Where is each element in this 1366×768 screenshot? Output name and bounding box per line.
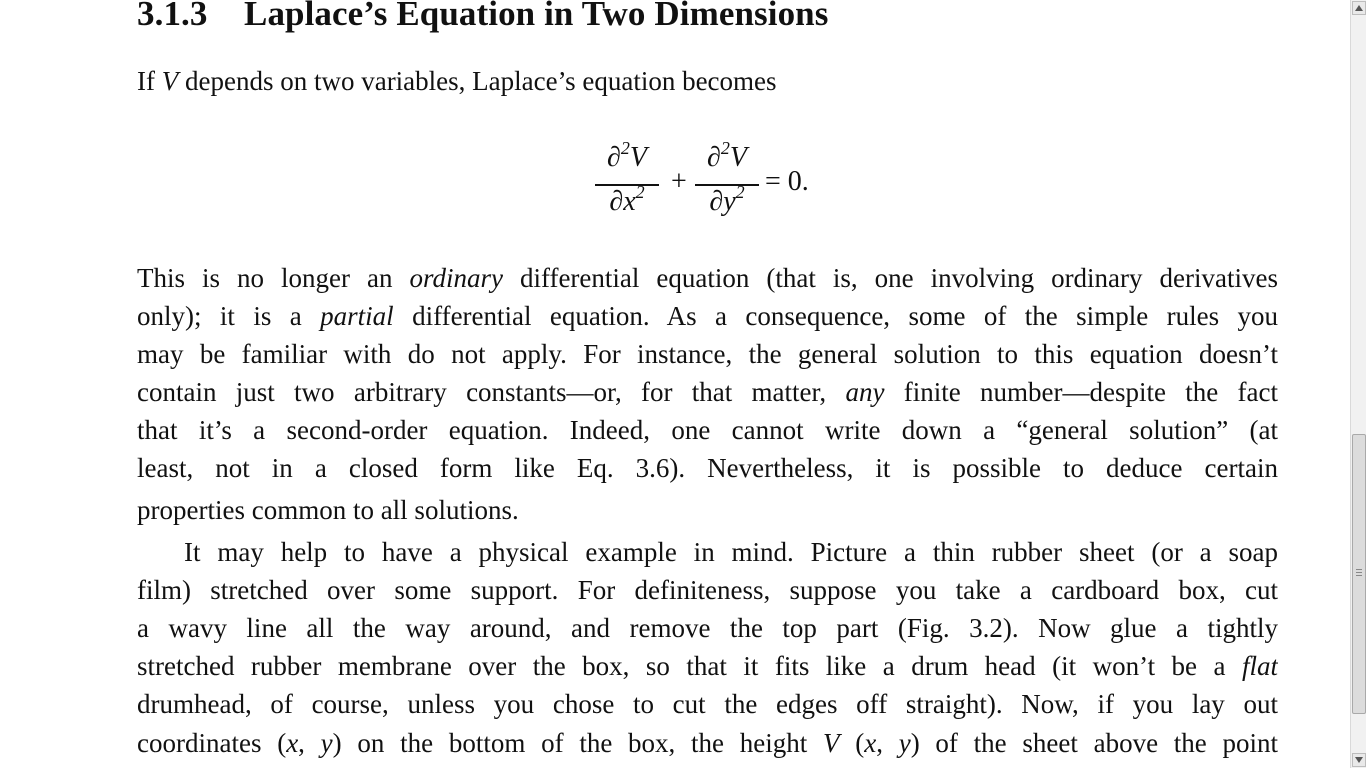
paragraph-2-line-5: drumhead, of course, unless you chose to cut the edges off straight). Now, if you lay out	[137, 689, 1278, 719]
paragraph-2-line-3: a wavy line all the way around, and remove the top part (Fig. 3.2). Now glue a tightly	[137, 613, 1278, 643]
text-span: finite number—despite the fact	[884, 377, 1278, 407]
fraction-y-denominator: $\partial y^2$	[709, 182, 745, 217]
arrow-down-icon	[1355, 757, 1363, 763]
variable-x: x	[286, 728, 299, 758]
fraction-x-denominator: $\partial x^2$	[609, 182, 645, 217]
intro-variable: V	[161, 66, 179, 96]
text-span: (	[839, 728, 865, 758]
text-span: ,	[298, 728, 321, 758]
text-span: only); it is a	[137, 301, 321, 331]
intro-text-b: depends on two variables, Laplace’s equation becomes	[178, 66, 777, 96]
text-span: ,	[876, 728, 899, 758]
variable-v: V	[822, 728, 840, 758]
text-span: differential equation (that is, one involving ordinary derivatives	[502, 263, 1278, 293]
paragraph-2-line-4	[137, 651, 1278, 682]
paragraph-2-line-6	[137, 728, 1278, 759]
emphasis-partial: partial	[320, 301, 394, 331]
emphasis-any: any	[845, 377, 885, 407]
paragraph-1-line-7: properties common to all solutions.	[137, 495, 519, 525]
scroll-up-button[interactable]	[1352, 1, 1366, 15]
arrow-up-icon	[1355, 5, 1363, 11]
paragraph-1-line-6: least, not in a closed form like Eq. 3.6). Nevertheless, it is possible to deduce certain	[137, 453, 1278, 483]
section-title: Laplace’s Equation in Two Dimensions	[244, 0, 829, 33]
variable-x: x	[864, 728, 877, 758]
intro-text-a: If	[137, 66, 162, 96]
paragraph-1-line-1	[137, 263, 1278, 294]
fraction-x-numerator: ∂$^2$V	[607, 138, 647, 173]
variable-y: y	[898, 728, 911, 758]
variable-y: y	[320, 728, 333, 758]
paragraph-1-line-2	[137, 301, 1278, 332]
scroll-down-button[interactable]	[1352, 753, 1366, 767]
paragraph-2-line-2: film) stretched over some support. For definiteness, suppose you take a cardboard box, cut	[137, 575, 1278, 605]
section-heading	[137, 0, 828, 34]
emphasis-ordinary: ordinary	[409, 263, 503, 293]
equals-zero: = 0.	[765, 166, 809, 197]
paragraph-1-line-3: may be familiar with do not apply. For instance, the general solution to this equation doesn’t	[137, 339, 1278, 369]
paragraph-1-line-5: that it’s a second-order equation. Indeed, one cannot write down a “general solution” (at	[137, 415, 1278, 445]
text-span: contain just two arbitrary constants—or, for that matter,	[137, 377, 846, 407]
intro-sentence	[137, 66, 777, 97]
text-span: ) of the sheet above the point	[910, 728, 1278, 758]
paragraph-2-line-1: It may help to have a physical example in mind. Picture a thin rubber sheet (or a soap	[184, 537, 1278, 567]
text-span: ) on the bottom of the box, the height	[332, 728, 823, 758]
text-span: differential equation. As a consequence, some of the simple rules you	[393, 301, 1278, 331]
text-span: stretched rubber membrane over the box, so that it fits like a drum head (it won’t be a	[137, 651, 1242, 681]
section-number: 3.1.3	[137, 0, 208, 33]
laplace-equation	[595, 138, 835, 228]
text-span: coordinates (	[137, 728, 287, 758]
vertical-scrollbar[interactable]	[1350, 0, 1366, 768]
grip-icon	[1356, 569, 1362, 578]
fraction-y-numerator: ∂$^2$V	[707, 138, 747, 173]
scrollbar-thumb[interactable]	[1352, 434, 1366, 714]
emphasis-flat: flat	[1241, 651, 1278, 681]
paragraph-1-line-4	[137, 377, 1278, 408]
plus-sign: +	[671, 166, 687, 197]
text-span: This is no longer an	[137, 263, 410, 293]
